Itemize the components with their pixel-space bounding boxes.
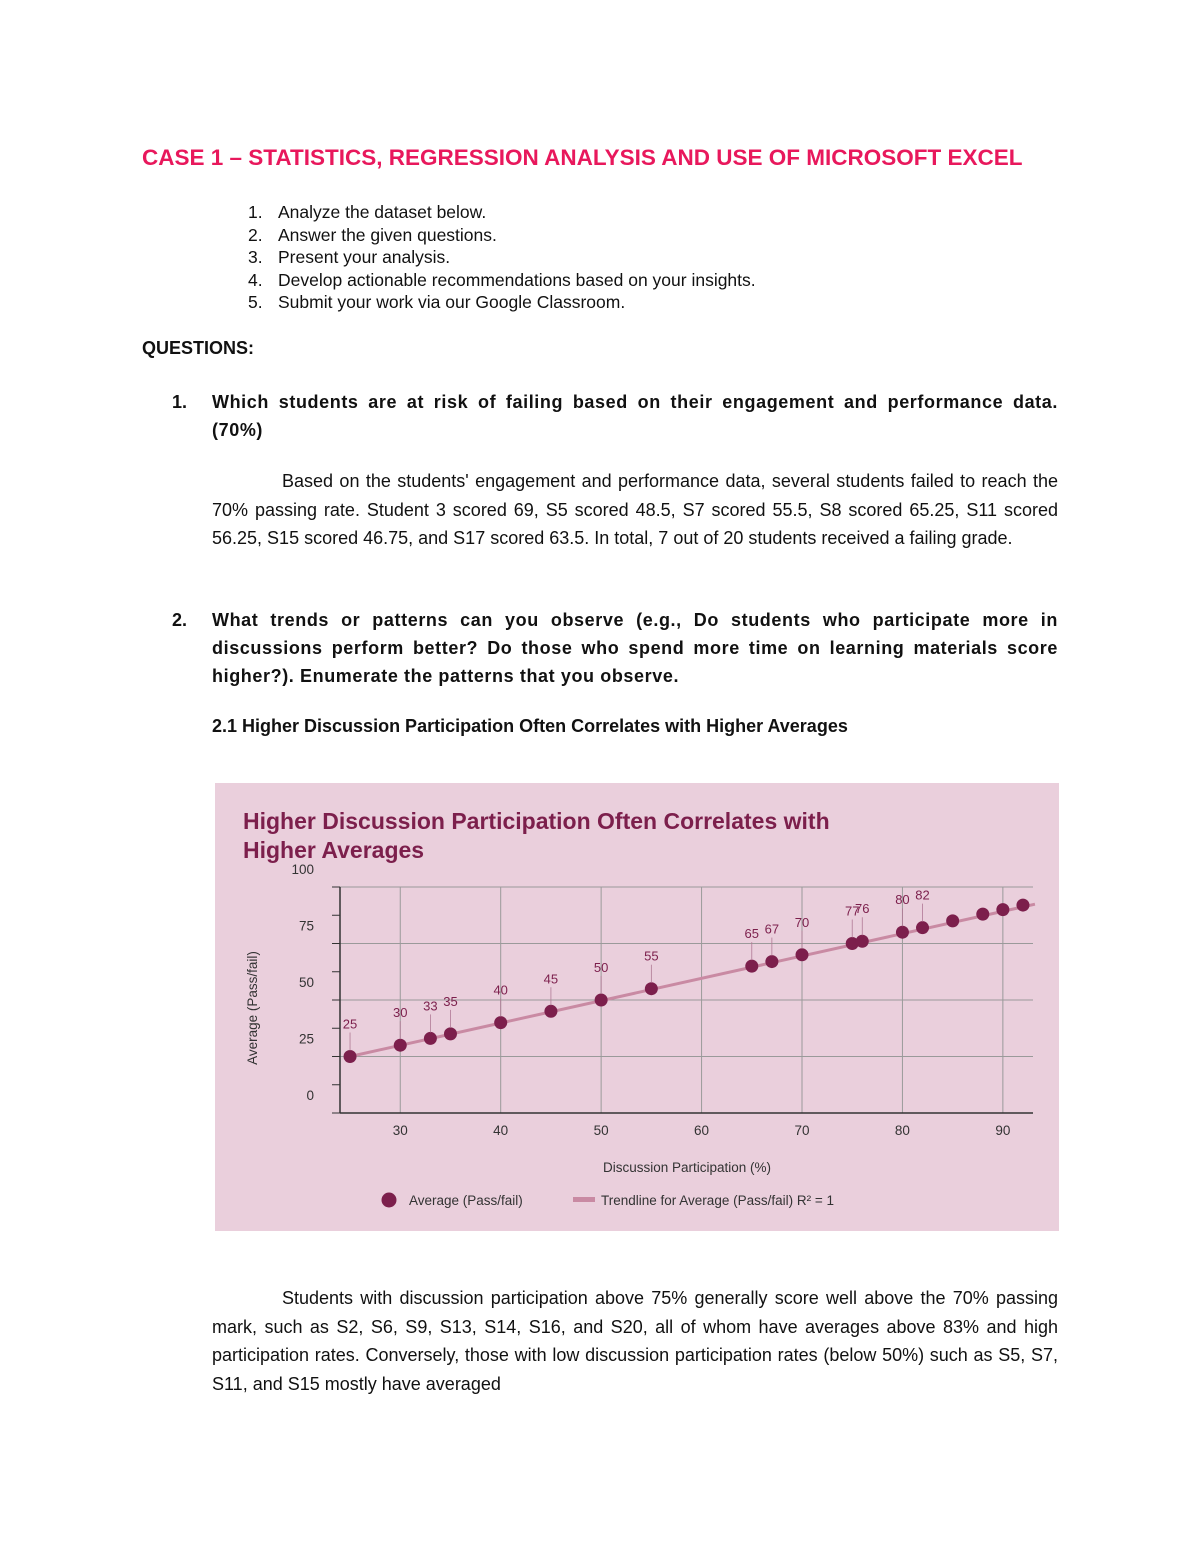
data-label: 55 — [644, 948, 659, 964]
section-heading-2-1: 2.1 Higher Discussion Participation Often Correlates with Higher Averages — [212, 716, 848, 736]
y-tick-label: 75 — [298, 918, 314, 934]
step-number: 4. — [248, 269, 263, 290]
data-point — [896, 926, 909, 939]
data-point — [796, 948, 809, 961]
y-tick-label: 25 — [298, 1031, 314, 1047]
scatter-chart — [215, 783, 1059, 1231]
data-label: 30 — [393, 1005, 408, 1021]
chart-svg — [215, 783, 1059, 1231]
step-number: 5. — [248, 292, 263, 312]
data-point — [544, 1005, 557, 1018]
data-point — [344, 1050, 357, 1063]
instruction-step — [248, 224, 756, 247]
legend — [382, 1193, 834, 1209]
y-tick-label: 0 — [306, 1088, 314, 1103]
step-text: Submit your work via our Google Classroom. — [278, 292, 626, 312]
instruction-step — [248, 246, 756, 269]
y-axis-title: Average (Pass/fail) — [245, 951, 260, 1065]
answer-1-paragraph: Based on the students' engagement and performance data, several students failed to reach the 70% passing rate. Student 3 scored 69, S5 scored 48.5, S7 scored 55.5, S8 scored 65.25, S11 scored 56.25, S15 scored 46.75, and S17 scored 63.5. In total, 7 out of 20 students received a failing grade. — [212, 471, 1058, 548]
step-text: Present your analysis. — [278, 247, 451, 267]
x-tick-label: 70 — [794, 1123, 810, 1138]
data-label: 77 — [844, 903, 860, 919]
x-tick-label: 60 — [694, 1123, 710, 1138]
instruction-step — [248, 291, 756, 314]
x-tick-label: 80 — [894, 1123, 910, 1138]
data-point — [645, 982, 658, 995]
step-number: 1. — [248, 202, 263, 222]
x-tick-label: 90 — [995, 1123, 1011, 1138]
chart-title-line-1: Higher Discussion Participation Often Correlates with — [243, 808, 830, 834]
step-text: Develop actionable recommendations based on your insights. — [278, 269, 756, 290]
data-point — [595, 994, 608, 1007]
data-point — [856, 935, 869, 948]
data-point — [394, 1039, 407, 1052]
data-label: 40 — [493, 982, 508, 998]
step-text: Answer the given questions. — [278, 224, 497, 245]
data-label: 25 — [342, 1016, 358, 1032]
data-point — [916, 921, 929, 934]
questions-heading: QUESTIONS: — [142, 338, 255, 358]
legend-marker-points — [382, 1193, 397, 1208]
y-tick-label: 50 — [298, 975, 314, 990]
legend-label-trendline: Trendline for Average (Pass/fail) R² = 1 — [601, 1193, 834, 1208]
question-text: What trends or patterns can you observe (e.g., Do students who participate more in discussions perform better? Do those who spend more time on learning materials score higher?). Enumerate the patterns that you observe. — [212, 610, 1058, 686]
data-label: 45 — [543, 971, 559, 987]
y-tick-label: 100 — [291, 862, 314, 877]
data-label: 65 — [744, 926, 760, 942]
question-text: Which students are at risk of failing based on their engagement and performance data. (70%) — [212, 392, 1058, 440]
case-title: CASE 1 – STATISTICS, REGRESSION ANALYSIS AND USE OF MICROSOFT EXCEL — [142, 145, 1023, 170]
data-point — [996, 903, 1009, 916]
instruction-step — [248, 201, 756, 224]
paragraph-2-1: Students with discussion participation above 75% generally score well above the 70% passing mark, such as S2, S6, S9, S13, S14, S16, and S20, all of whom have averages above 83% and high participation rates. Conversely, those with low discussion participation rates (below 50%) such as S5, S7, S11, and S15 mostly have averaged — [212, 1288, 1058, 1394]
data-labels — [343, 888, 930, 1051]
chart-title-line-2: Higher Averages — [243, 837, 425, 863]
data-point — [494, 1016, 507, 1029]
data-point — [946, 914, 959, 927]
data-label: 70 — [794, 914, 810, 930]
step-number: 3. — [248, 247, 263, 267]
question-number: 2. — [172, 610, 188, 630]
step-number: 2. — [248, 224, 263, 245]
data-label: 33 — [423, 998, 438, 1014]
data-label: 76 — [855, 901, 870, 917]
x-tick-label: 40 — [493, 1123, 509, 1138]
question-number: 1. — [172, 392, 188, 412]
data-point — [976, 908, 989, 921]
question-1 — [172, 388, 1058, 444]
legend-marker-trendline — [573, 1197, 595, 1202]
instruction-steps — [248, 201, 756, 314]
data-label: 67 — [764, 921, 780, 937]
x-tick-label: 30 — [392, 1123, 408, 1138]
data-label: 50 — [593, 960, 609, 975]
x-axis-title: Discussion Participation (%) — [602, 1160, 772, 1175]
data-point — [1016, 899, 1029, 912]
instruction-step — [248, 269, 756, 292]
data-label: 35 — [443, 993, 458, 1009]
data-label: 80 — [895, 892, 910, 908]
data-point — [745, 960, 758, 973]
data-point — [424, 1032, 437, 1045]
step-text: Analyze the dataset below. — [278, 202, 487, 222]
question-2 — [172, 606, 1058, 690]
data-point — [444, 1027, 457, 1040]
x-tick-label: 50 — [593, 1123, 609, 1138]
data-point — [765, 955, 778, 968]
data-label: 82 — [915, 887, 930, 903]
legend-label-points: Average (Pass/fail) — [409, 1193, 523, 1208]
